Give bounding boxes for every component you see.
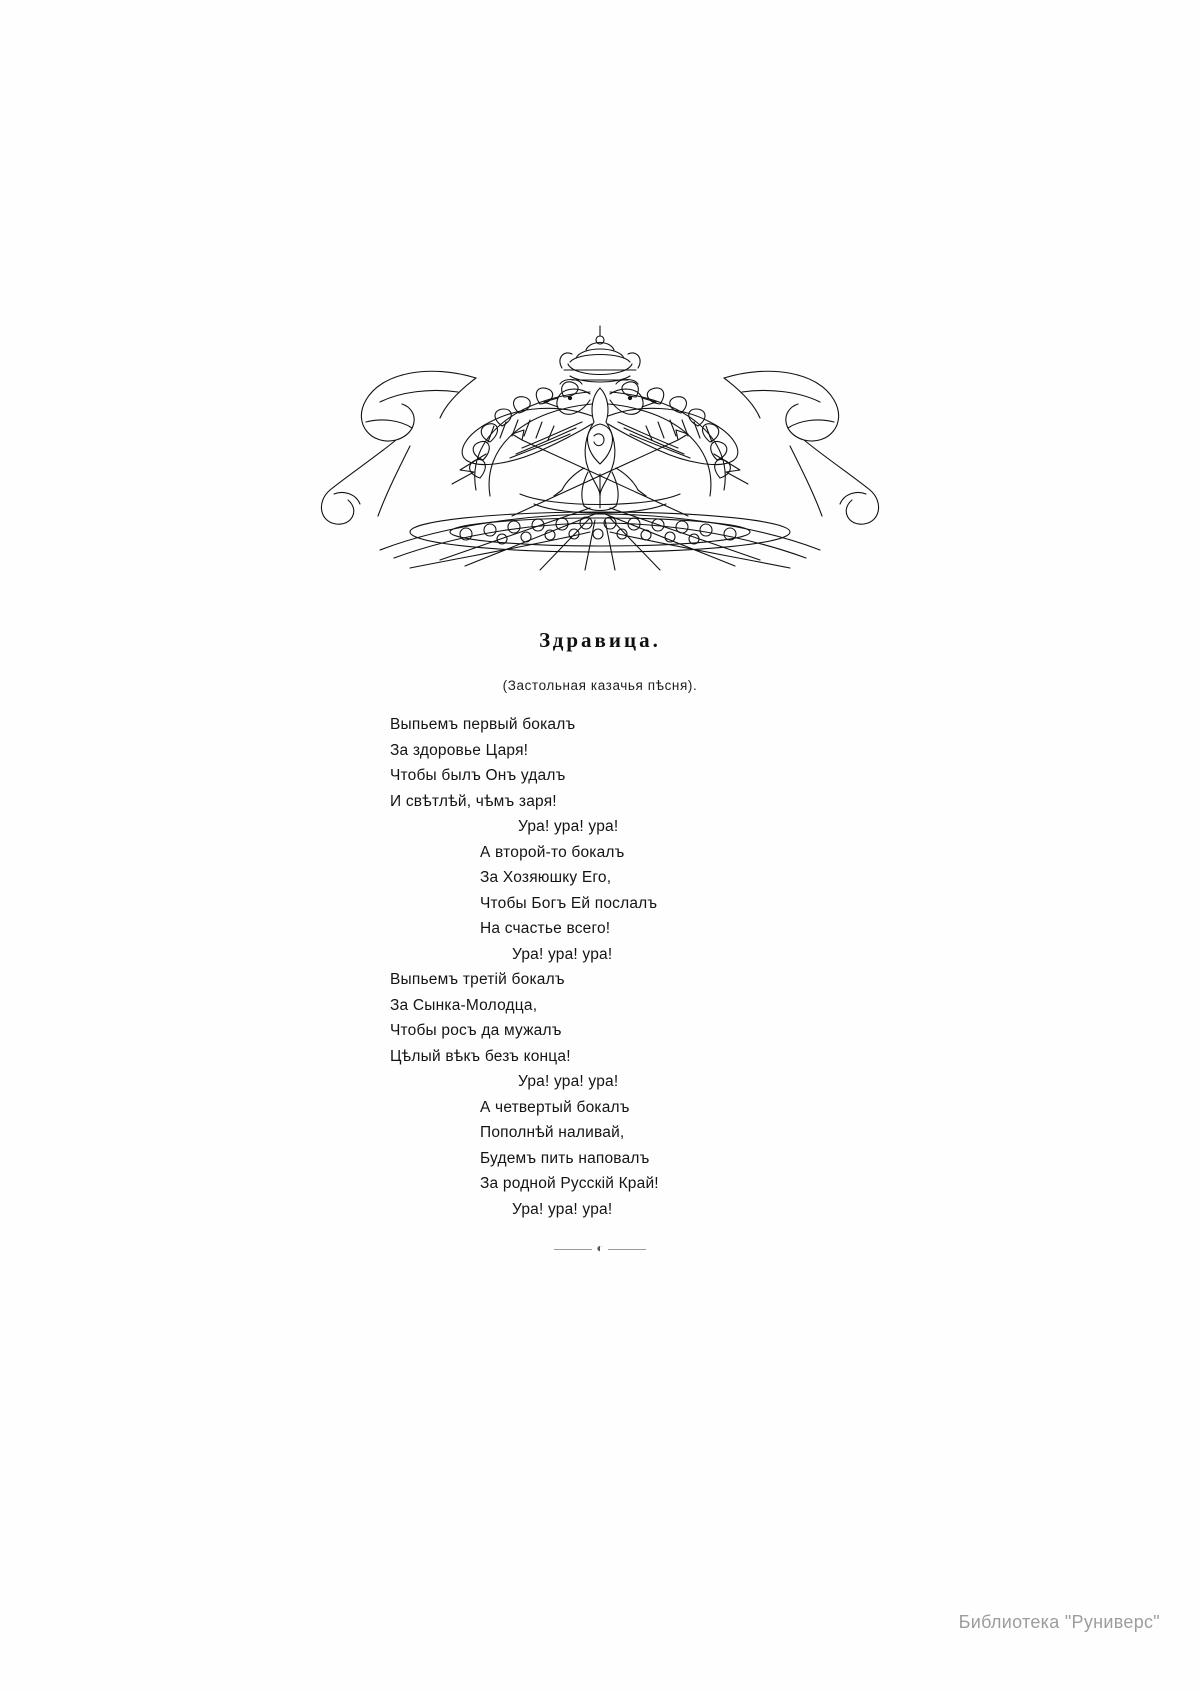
poem-body — [0, 712, 1200, 1222]
imperial-eagle-vignette — [0, 318, 1200, 588]
divider-rule-left — [554, 1249, 592, 1250]
poem-refrain: Ура! ура! ура! — [518, 1073, 619, 1090]
page-subtitle: (Застольная казачья пѣсня). — [502, 678, 698, 693]
library-watermark: Библиотека "Руниверс" — [958, 1612, 1160, 1632]
poem-line: Выпьемъ третій бокалъ — [390, 971, 565, 988]
poem-line: Будемъ пить наповалъ — [480, 1149, 650, 1167]
poem-refrain: Ура! ура! ура! — [512, 945, 613, 963]
poem-line: За Сынка-Молодца, — [390, 996, 538, 1014]
stanza — [390, 967, 810, 1095]
poem-line: А второй-то бокалъ — [480, 843, 625, 861]
poem-line: А четвертый бокалъ — [480, 1098, 630, 1116]
knot-ornament-icon: ◐ — [596, 1241, 604, 1255]
poem-line: Выпьемъ первый бокалъ — [390, 716, 576, 733]
poem-line: Пополнѣй наливай, — [480, 1124, 625, 1141]
poem-line: За родной Русскій Край! — [480, 1175, 659, 1192]
poem-line: Чтобы росъ да мужалъ — [390, 1022, 562, 1039]
poem-line: Чтобы Богъ Ей послалъ — [480, 894, 658, 912]
poem-line: Цѣлый вѣкъ безъ конца! — [390, 1047, 571, 1065]
poem-refrain: Ура! ура! ура! — [518, 818, 619, 835]
poem-line: За Хозяюшку Его, — [480, 869, 612, 886]
stanza — [390, 1095, 810, 1223]
poem-line: И свѣтлѣй, чѣмъ заря! — [390, 792, 557, 810]
poem-refrain: Ура! ура! ура! — [512, 1200, 613, 1218]
poem-line: За здоровье Царя! — [390, 741, 529, 759]
page-title: Здравица. — [539, 628, 661, 652]
divider-rule-right — [608, 1249, 646, 1250]
stanza — [390, 712, 810, 840]
poem-line: Чтобы былъ Онъ удалъ — [390, 767, 566, 784]
section-divider-ornament — [0, 1243, 1200, 1255]
stanza — [390, 840, 810, 968]
poem-line: На счастье всего! — [480, 920, 611, 937]
